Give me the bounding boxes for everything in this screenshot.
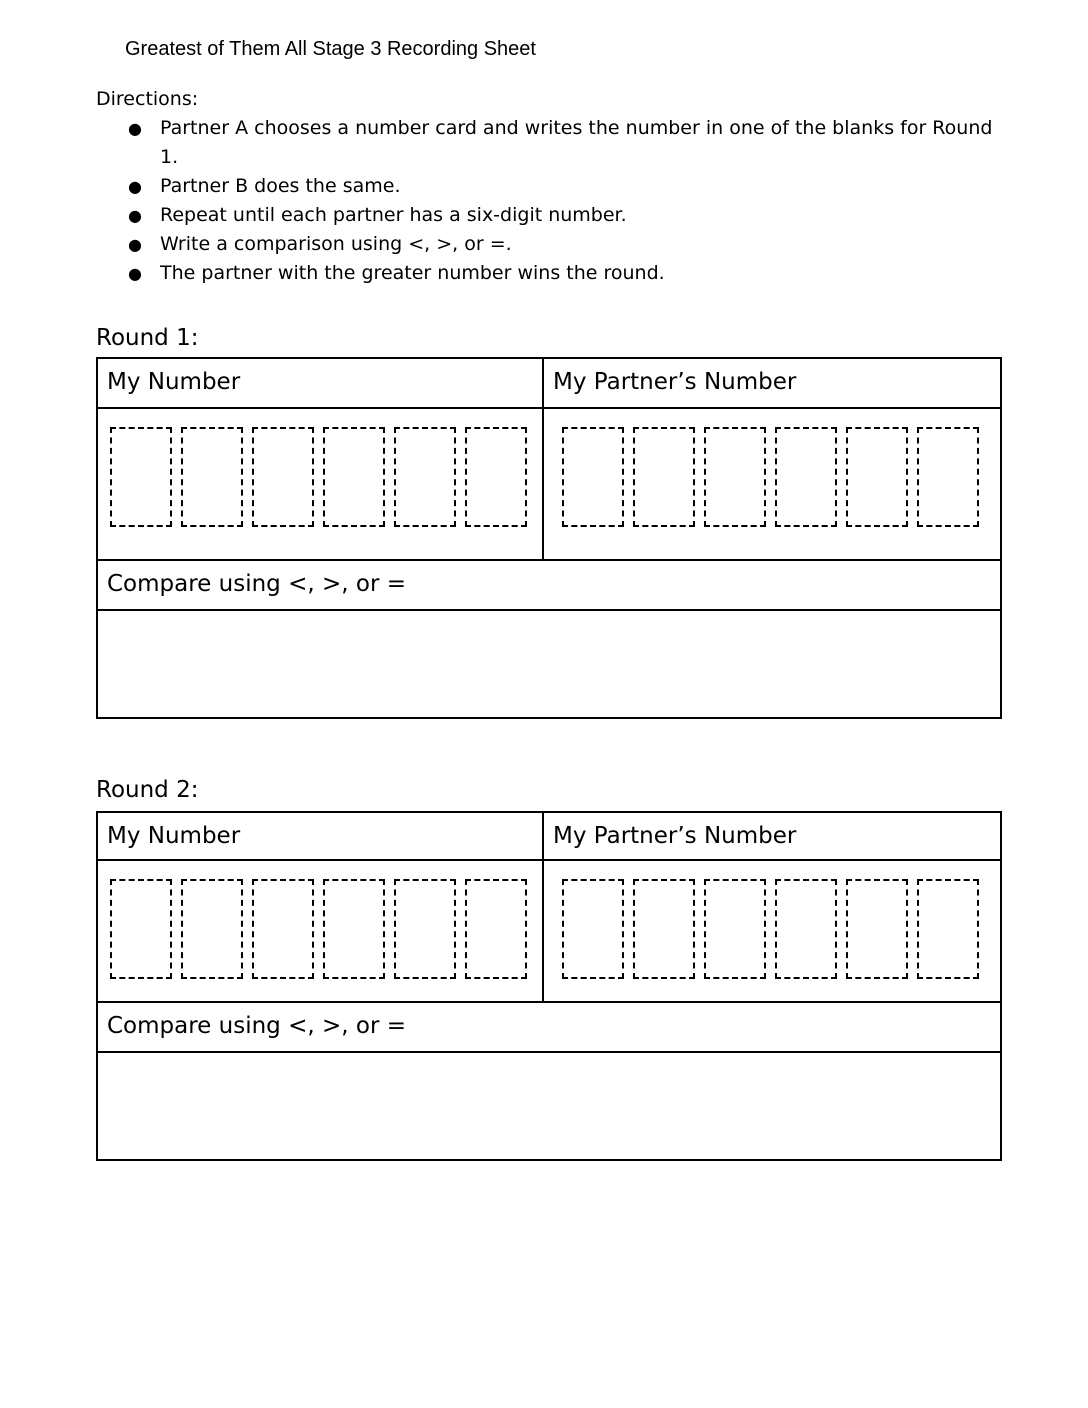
partner-number-header: My Partner’s Number [553,823,797,849]
digit-box[interactable] [917,427,979,527]
bullet-icon: ● [128,264,142,283]
digit-box[interactable] [846,427,908,527]
compare-label: Compare using <, >, or = [98,1003,1000,1053]
my-number-digits [98,409,544,559]
bullet-icon: ● [128,119,142,138]
digit-box[interactable] [562,879,624,979]
digit-box[interactable] [917,879,979,979]
round-1-label: Round 1: [96,325,199,351]
list-item: ● Partner B does the same. [96,172,996,201]
digit-box[interactable] [775,427,837,527]
digit-box[interactable] [846,879,908,979]
compare-answer-area[interactable] [98,1053,1000,1159]
digit-box[interactable] [110,427,172,527]
table-header-row [98,813,1000,861]
directions-list [96,114,996,288]
my-number-header: My Number [98,813,544,859]
digit-box[interactable] [323,879,385,979]
digit-box[interactable] [775,879,837,979]
digit-box[interactable] [465,879,527,979]
table-header-row [98,359,1000,409]
digit-box[interactable] [465,427,527,527]
digit-entry-row [98,409,1000,561]
list-item: ● The partner with the greater number wins the round. [96,259,996,288]
digit-box[interactable] [633,879,695,979]
round-2-table [96,811,1002,1161]
directions-label: Directions: [96,88,199,110]
partner-number-digits [544,409,1000,559]
page-title: Greatest of Them All Stage 3 Recording Sheet [125,38,536,60]
digit-entry-row [98,861,1000,1003]
list-item: ● Repeat until each partner has a six-digit number. [96,201,996,230]
partner-number-digits [544,861,1000,1001]
digit-box[interactable] [394,427,456,527]
digit-box[interactable] [704,879,766,979]
bullet-icon: ● [128,235,142,254]
my-number-header: My Number [98,359,544,407]
round-1-table [96,357,1002,719]
bullet-icon: ● [128,177,142,196]
bullet-icon: ● [128,206,142,225]
digit-box[interactable] [252,427,314,527]
list-item: ● Partner A chooses a number card and writes the number in one of the blanks for Round 1. [96,114,996,172]
list-item: ● Write a comparison using <, >, or =. [96,230,996,259]
round-2-label: Round 2: [96,777,199,803]
compare-label: Compare using <, >, or = [98,561,1000,611]
digit-box[interactable] [323,427,385,527]
digit-box[interactable] [562,427,624,527]
my-number-digits [98,861,544,1001]
digit-box[interactable] [181,879,243,979]
digit-box[interactable] [252,879,314,979]
digit-box[interactable] [704,427,766,527]
digit-box[interactable] [110,879,172,979]
digit-box[interactable] [181,427,243,527]
partner-number-header: My Partner’s Number [553,369,797,395]
compare-answer-area[interactable] [98,611,1000,717]
digit-box[interactable] [394,879,456,979]
digit-box[interactable] [633,427,695,527]
